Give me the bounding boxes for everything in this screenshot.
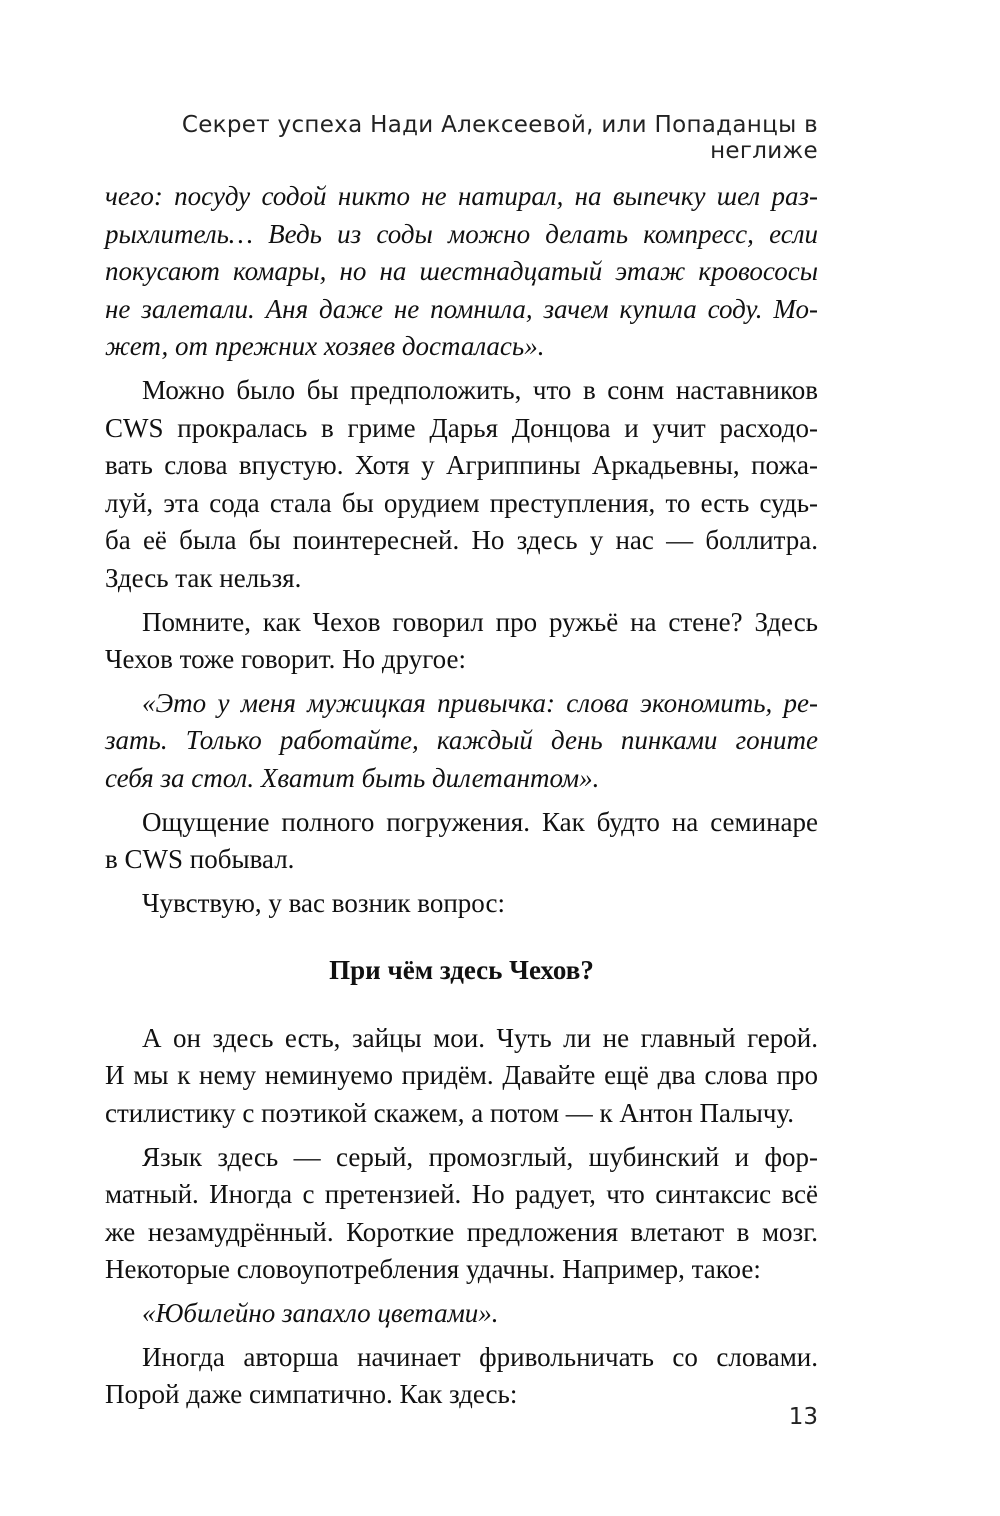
text-line: ба её была бы поинтересней. Но здесь у нас — боллитра.	[105, 525, 818, 556]
text-line: вать слова впустую. Хотя у Агриппины Аркадьевны, пожа-	[105, 450, 818, 481]
text-line: И мы к нему неминуемо придём. Давайте ещё два слова про	[105, 1060, 818, 1091]
text-line: не залетали. Аня даже не помнила, зачем купила соду. Мо-	[105, 293, 818, 324]
paragraph	[105, 885, 818, 923]
text-line: Иногда авторша начинает фривольничать со словами.	[142, 1341, 818, 1372]
text-line: покусают комары, но на шестнадцатый этаж кровососы	[105, 256, 818, 287]
text-line: Язык здесь — серый, промозглый, шубинский и фор-	[142, 1141, 818, 1172]
text-line: Ощущение полного погружения. Как будто на семинаре	[142, 806, 818, 837]
text-line: Порой даже симпатично. Как здесь:	[105, 1379, 518, 1410]
paragraph-quote	[105, 685, 818, 798]
text-line: матный. Иногда с претензией. Но радует, что синтаксис всё	[105, 1179, 818, 1210]
page-number: 13	[788, 1404, 818, 1430]
text-line: Можно было бы предположить, что в сонм наставников	[142, 374, 818, 405]
paragraph	[105, 1020, 818, 1133]
text-line: Помните, как Чехов говорил про ружьё на стене? Здесь	[142, 606, 818, 637]
text-line: Здесь так нельзя.	[105, 562, 302, 593]
text-line: «Это у меня мужицкая привычка: слова экономить, ре-	[142, 687, 818, 718]
text-line: Чувствую, у вас возник вопрос:	[142, 887, 505, 918]
text-line: себя за стол. Хватит быть дилетантом».	[105, 762, 600, 793]
text-line: А он здесь есть, зайцы мои. Чуть ли не главный герой.	[142, 1022, 818, 1053]
text-line: в CWS побывал.	[105, 844, 295, 875]
paragraph	[105, 372, 818, 598]
section-heading: При чём здесь Чехов?	[329, 955, 594, 986]
text-line: Некоторые словоупотребления удачны. Например, такое:	[105, 1254, 761, 1285]
text-line: CWS прокралась в гриме Дарья Донцова и учит расходо-	[105, 412, 818, 443]
text-line: рыхлитель… Ведь из соды можно делать компресс, если	[105, 218, 818, 249]
text-line: чего: посуду содой никто не натирал, на выпечку шел раз-	[105, 181, 818, 211]
text-line: жет, от прежних хозяев досталась».	[105, 331, 545, 362]
paragraph	[105, 1139, 818, 1289]
paragraph-quote-continuation	[105, 178, 818, 366]
running-head: Секрет успеха Нади Алексеевой, или Попаданцы в неглиже	[181, 112, 818, 164]
text-line: «Юбилейно запахло цветами».	[142, 1298, 499, 1329]
paragraph	[105, 604, 818, 679]
paragraph-quote	[105, 1295, 818, 1333]
paragraph	[105, 1339, 818, 1414]
text-line: стилистику с поэтикой скажем, а потом — к Антон Палычу.	[105, 1098, 794, 1129]
text-block	[105, 178, 818, 1420]
text-line: Чехов тоже говорит. Но другое:	[105, 644, 466, 675]
paragraph	[105, 804, 818, 879]
text-line: луй, эта сода стала бы орудием преступления, то есть судь-	[105, 487, 818, 518]
text-line: зать. Только работайте, каждый день пинками гоните	[105, 725, 818, 756]
text-line: же незамудрённый. Короткие предложения влетают в мозг.	[105, 1216, 818, 1247]
